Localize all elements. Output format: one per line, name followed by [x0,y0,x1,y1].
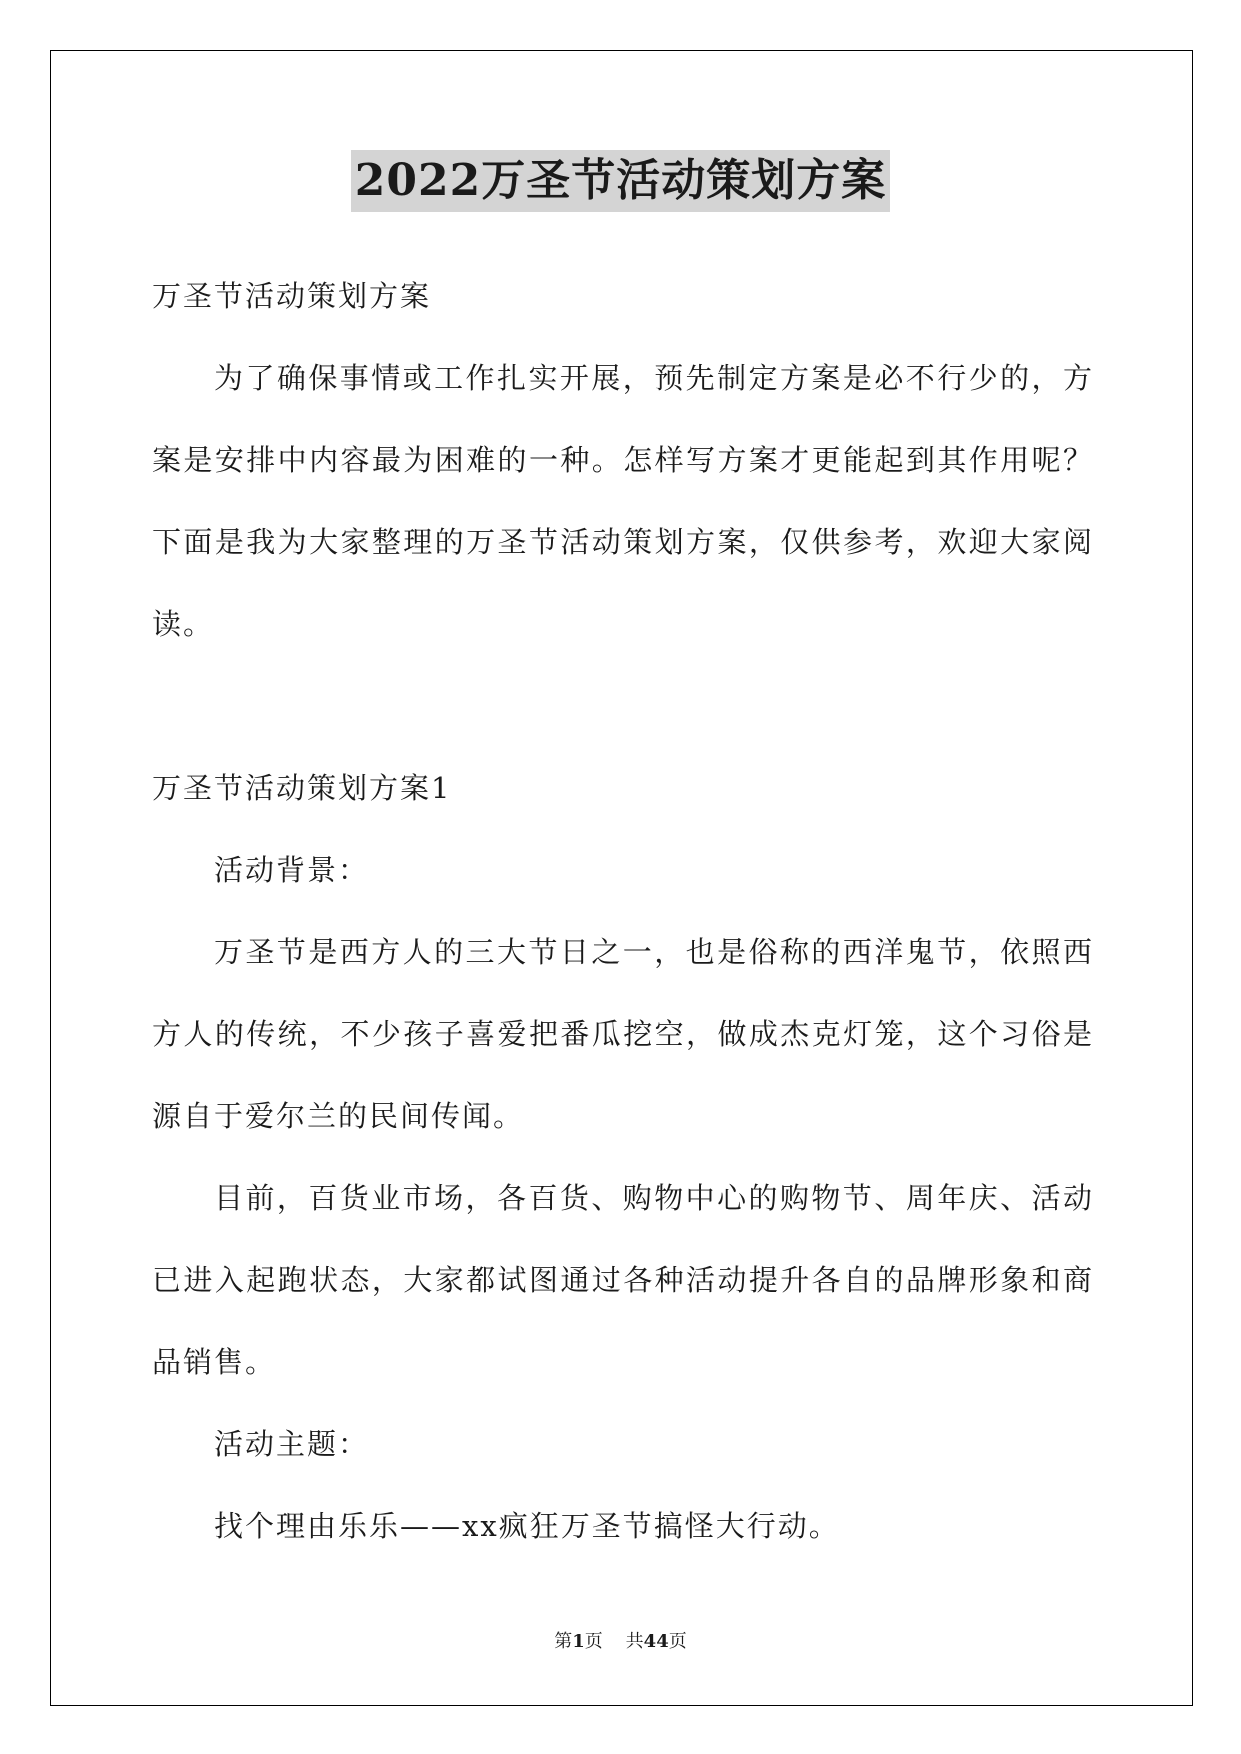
document-body [152,255,1092,1567]
paragraph-line: 找个理由乐乐——xx疯狂万圣节搞怪大行动。 [214,1509,840,1543]
paragraph-line: 源自于爱尔兰的民间传闻。 [152,1099,525,1133]
paragraph-line: 为了确保事情或工作扎实开展，预先制定方案是必不行少的，方 [214,361,1092,395]
paragraph-line: 目前，百货业市场，各百货、购物中心的购物节、周年庆、活动 [214,1181,1092,1215]
document-title: 2022万圣节活动策划方案 [351,150,890,212]
section-heading: 万圣节活动策划方案1 [152,771,452,805]
page-label-prefix: 第 [554,1631,573,1652]
page-footer [0,1630,1241,1654]
page-total: 44 [643,1631,669,1652]
total-label-suffix: 页 [668,1631,687,1652]
total-label-prefix: 共 [625,1631,644,1652]
section-heading: 万圣节活动策划方案 [152,279,432,313]
spacer [152,665,1092,747]
paragraph-line: 已进入起跑状态，大家都试图通过各种活动提升各自的品牌形象和商 [152,1263,1092,1297]
subheading: 活动主题： [214,1427,370,1461]
paragraph-line: 读。 [152,607,215,641]
paragraph-line: 方人的传统，不少孩子喜爱把番瓜挖空，做成杰克灯笼，这个习俗是 [152,1017,1092,1051]
paragraph-line: 品销售。 [152,1345,277,1379]
subheading: 活动背景： [214,853,370,887]
paragraph-line: 万圣节是西方人的三大节日之一，也是俗称的西洋鬼节，依照西 [214,935,1092,969]
paragraph-line: 下面是我为大家整理的万圣节活动策划方案，仅供参考，欢迎大家阅 [152,525,1092,559]
page-label-suffix: 页 [584,1631,603,1652]
title-block [0,150,1241,212]
paragraph-line: 案是安排中内容最为困难的一种。怎样写方案才更能起到其作用呢？ [152,443,1092,477]
page-number: 1 [572,1631,585,1652]
